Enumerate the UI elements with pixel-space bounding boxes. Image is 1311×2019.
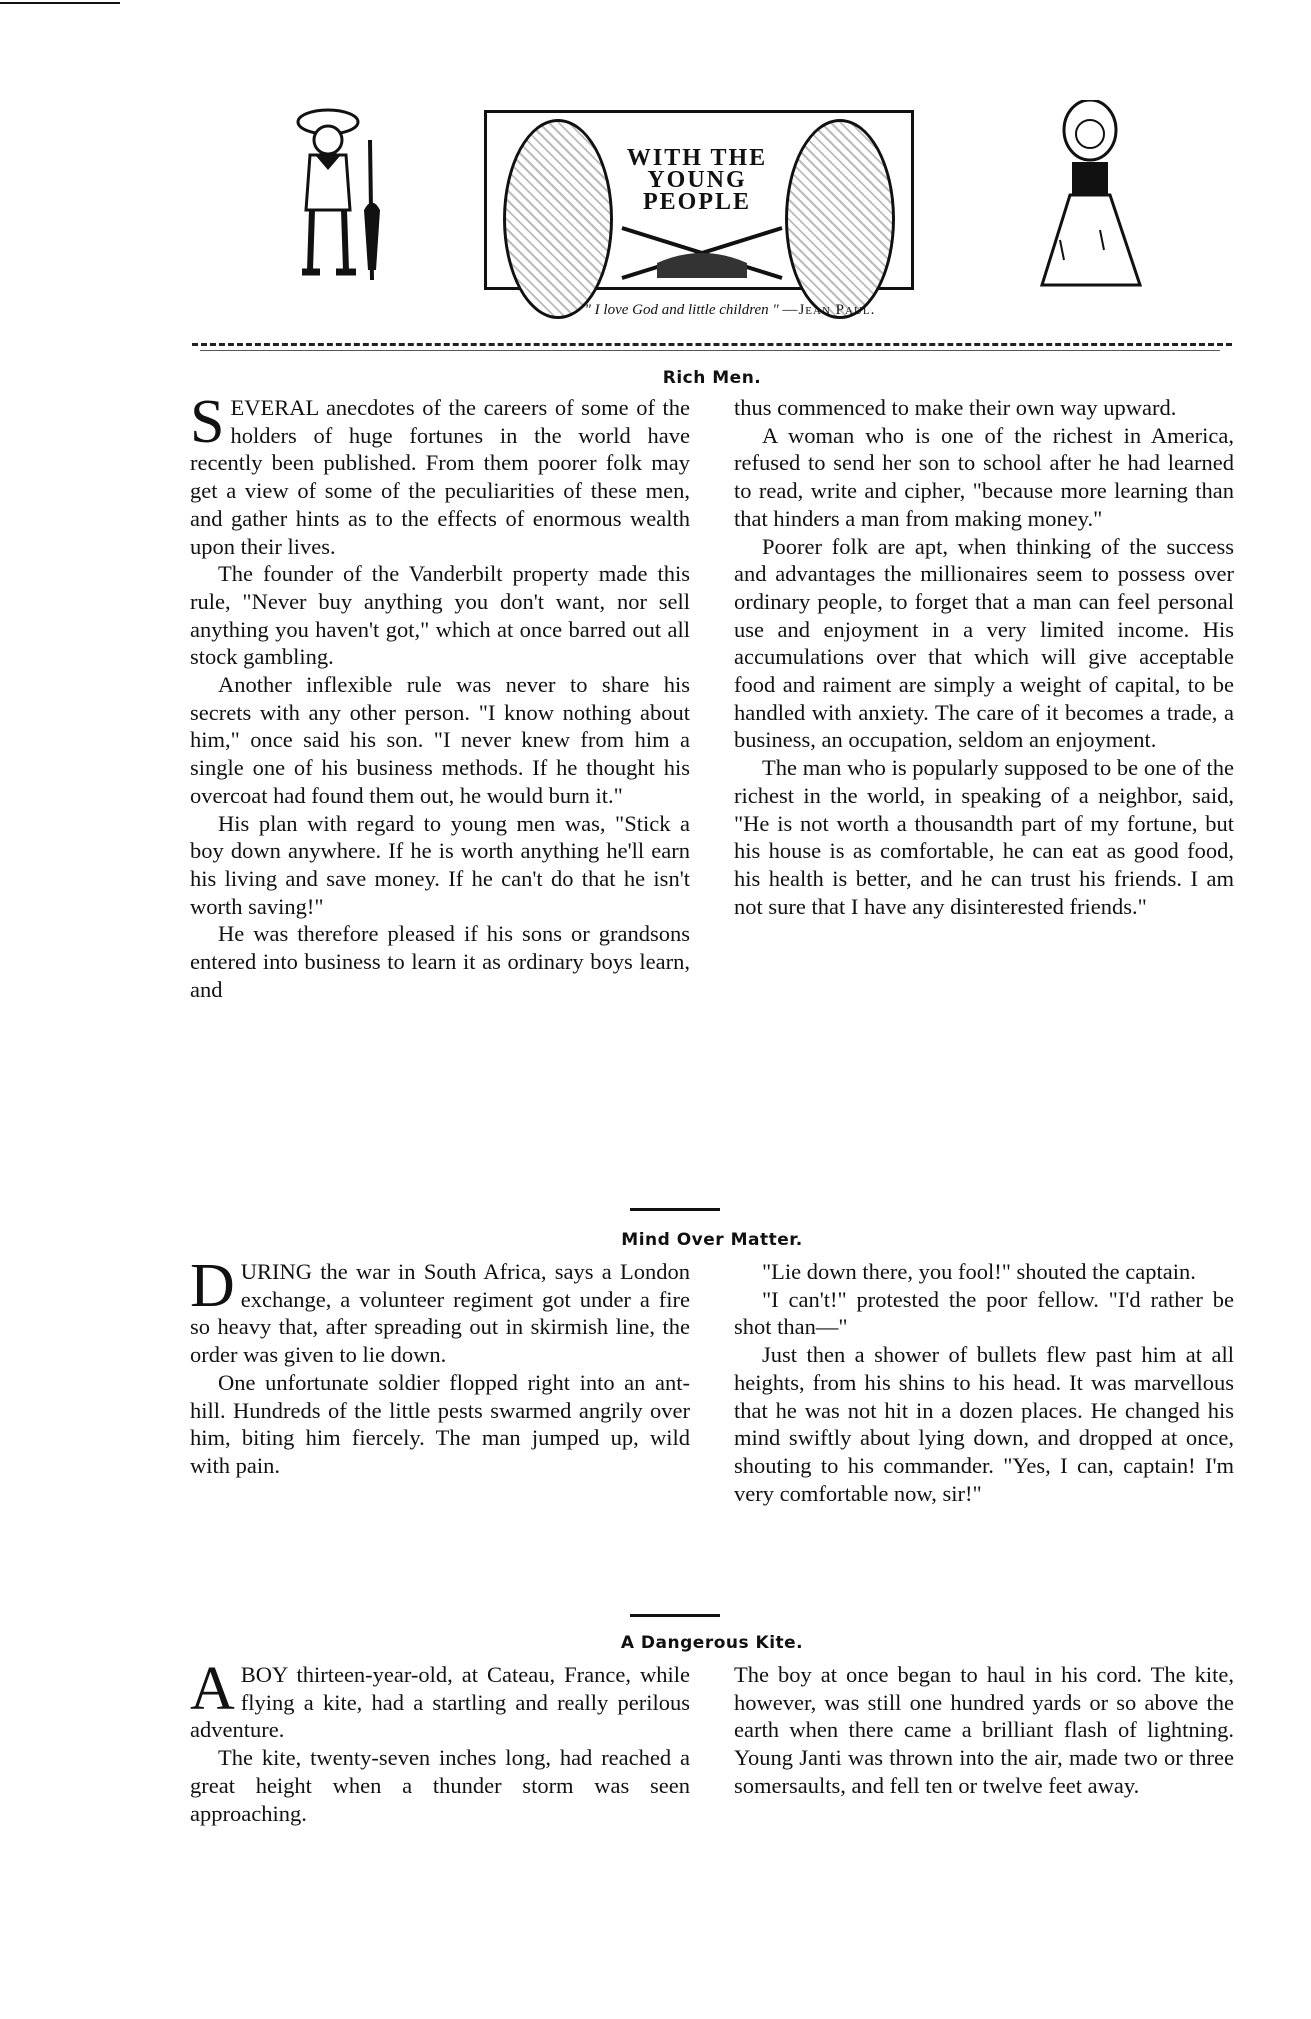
paragraph: "Lie down there, you fool!" shouted the captain. xyxy=(762,1259,1196,1284)
paragraph: A woman who is one of the richest in America, refused to send her son to school after he had learned to read, write and cipher, "because more learning than that hinders a man from making money." xyxy=(734,422,1234,531)
article-right-column xyxy=(734,1661,1234,1827)
paragraph: Just then a shower of bullets flew past him at all heights, from his shins to his head. It was marvellous that he was not hit in a dozen places. He changed his mind swiftly about lying down, and dropped at once, shouting to his commander. "Yes, I can, captain! I'm very comfortable now, sir!" xyxy=(734,1342,1234,1506)
drop-cap: S xyxy=(190,388,225,456)
section-divider xyxy=(630,1614,720,1617)
drop-cap: D xyxy=(190,1252,235,1320)
boy-with-umbrella-illustration xyxy=(280,100,390,300)
paragraph: DURING the war in South Africa, says a London exchange, a volunteer regiment got under a fire so heavy that, after spreading out in skirmish line, the order was given to lie down. xyxy=(190,1252,690,1368)
epigraph xyxy=(480,302,980,319)
crossed-tools-ornament xyxy=(617,223,787,283)
masthead xyxy=(250,80,1120,380)
paragraph: ABOY thirteen-year-old, at Cateau, France, while flying a kite, had a startling and really perilous adventure. xyxy=(190,1655,690,1743)
paragraph: His plan with regard to young men was, "Stick a boy down anywhere. If he is worth anything he'll earn his living and save money. If he can't do that he isn't worth saving!" xyxy=(190,810,690,919)
article-title: Rich Men. xyxy=(662,368,762,388)
right-vignette xyxy=(785,119,895,319)
paragraph: thus commenced to make their own way upward. xyxy=(734,395,1177,420)
banner-title: WITH THE YOUNG PEOPLE xyxy=(626,145,768,215)
section-divider xyxy=(630,1208,720,1211)
header-divider xyxy=(192,343,1232,346)
paragraph: "I can't!" protested the poor fellow. "I'd rather be shot than—" xyxy=(734,1286,1234,1340)
epigraph-quote: " I love God and little children " xyxy=(584,302,779,318)
scan-edge-mark xyxy=(0,2,120,4)
paragraph: The boy at once began to haul in his cord. The kite, however, was still one hundred yards or so above the earth when there came a brilliant flash of lightning. Young Janti was thrown into the air, made two or three somersaults, and fell ten or twelve feet away. xyxy=(734,1662,1234,1798)
paragraph: One unfortunate soldier flopped right into an ant-hill. Hundreds of the little pests swarmed angrily over him, biting him fiercely. The man jumped up, wild with pain. xyxy=(190,1369,690,1478)
paragraph: He was therefore pleased if his sons or grandsons entered into business to learn it as ordinary boys learn, and xyxy=(190,921,690,1002)
paragraph: SEVERAL anecdotes of the careers of some of the holders of huge fortunes in the world have recently been published. From them poorer folk may get a view of some of the peculiarities of these men, and gather hints as to the effects of enormous wealth upon their lives. xyxy=(190,388,690,559)
article-left-column xyxy=(190,1655,690,1827)
header-divider-thin xyxy=(200,350,1220,351)
article-mind-over-matter xyxy=(190,1230,1234,1507)
title-banner xyxy=(484,110,914,290)
article-title: A Dangerous Kite. xyxy=(620,1633,804,1653)
left-vignette xyxy=(503,119,613,319)
article-dangerous-kite xyxy=(190,1633,1234,1827)
article-rich-men xyxy=(190,368,1234,1003)
article-right-column xyxy=(734,394,1234,1003)
girl-in-bonnet-illustration xyxy=(1040,100,1150,300)
article-left-column xyxy=(190,388,690,1003)
article-left-column xyxy=(190,1252,690,1507)
article-right-column xyxy=(734,1258,1234,1507)
article-title: Mind Over Matter. xyxy=(621,1230,803,1250)
paragraph: Poorer folk are apt, when thinking of the success and advantages the millionaires seem to possess over ordinary people, to forget that a man can feel personal use and enjoyment in a very limited income. His accumulations over that which will give acceptable food and raiment are simply a weight of capital, to be handled with anxiety. The care of it becomes a trade, a business, an occupation, seldom an enjoyment. xyxy=(734,533,1234,753)
paragraph: Another inflexible rule was never to share his secrets with any other person. "I know nothing about him," once said his son. "I never knew from him a single one of his business methods. If he thought his overcoat had found them out, he would burn it." xyxy=(190,672,690,808)
paragraph: The kite, twenty-seven inches long, had reached a great height when a thunder storm was seen approaching. xyxy=(190,1745,690,1826)
epigraph-author: —Jean Paul. xyxy=(782,302,876,318)
drop-cap: A xyxy=(190,1655,235,1723)
paragraph: The founder of the Vanderbilt property made this rule, "Never buy anything you don't want, nor sell anything you haven't got," which at once barred out all stock gambling. xyxy=(190,561,690,670)
paragraph: The man who is popularly supposed to be one of the richest in the world, in speaking of a neighbor, said, "He is not worth a thousandth part of my fortune, but his house is as comfortable, he can eat as good food, his health is better, and he can trust his friends. I am not sure that I have any disinterested friends." xyxy=(734,755,1234,919)
